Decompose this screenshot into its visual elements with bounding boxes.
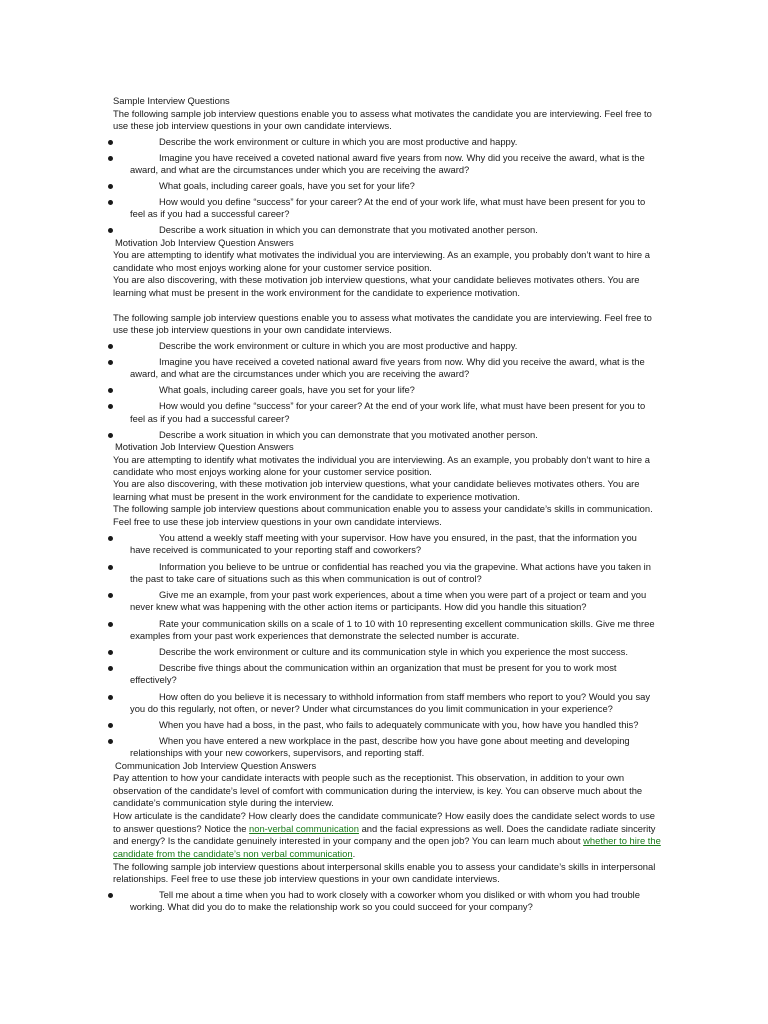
list-item-text: Information you believe to be untrue or confidential has reached you via the grapevine. What actions have you taken in — [159, 561, 651, 572]
text-line: Pay attention to how your candidate interacts with people such as the receptionist. This observation, in addition to your own — [113, 772, 625, 783]
text-line: The following sample job interview questions about interpersonal skills enable you to assess your candidate’s skills in interpersonal — [113, 861, 656, 872]
text-line: Communication Job Interview Question Answers — [115, 760, 317, 771]
text-line: The following sample job interview questions enable you to assess what motivates the candidate you are interviewing. Feel free to — [113, 312, 652, 323]
list-item-text: How would you define “success” for your career? At the end of your work life, what must have been present for you to — [159, 196, 646, 207]
hyperlink[interactable]: whether to hire the — [583, 835, 661, 846]
list-item-text: Describe five things about the communication within an organization that must be present for you to work most — [159, 662, 617, 673]
text-line: feel as if you had a successful career? — [130, 413, 290, 424]
bullet-icon — [108, 536, 113, 541]
text-line: learning what must be present in the work environment for the candidate to experience motivation. — [113, 287, 520, 298]
list-item-text: When you have entered a new workplace in the past, describe how you have gone about meeting and developing — [159, 735, 630, 746]
text-line — [113, 823, 656, 834]
text-line: Motivation Job Interview Question Answers — [115, 441, 294, 452]
text-line: award, and what are the circumstances under which you are receiving the award? — [130, 164, 470, 175]
text-line: use these job interview questions in your own candidate interviews. — [113, 120, 392, 131]
list-item-text: You attend a weekly staff meeting with your supervisor. How have you ensured, in the past, that the information you — [159, 532, 637, 543]
bullet-icon — [108, 184, 113, 189]
bullet-icon — [108, 360, 113, 365]
text-line: candidate’s communication style during the interview. — [113, 797, 334, 808]
text-line: observation of the candidate’s level of comfort with communication during the interview, is key. You can observe much about the — [113, 785, 643, 796]
text-segment: and the facial expressions as well. Does the candidate radiate sincerity — [358, 823, 656, 834]
hyperlink[interactable]: candidate from the candidate’s non verbal communication — [113, 848, 353, 859]
list-item-text: How often do you believe it is necessary to withhold information from staff members who report to you? Would you say — [159, 691, 651, 702]
bullet-icon — [108, 666, 113, 671]
text-line: How articulate is the candidate? How clearly does the candidate communicate? How easily does the candidate select words to use — [113, 810, 655, 821]
text-line: you do this regularly, not often, or never? Under what circumstances do you limit communication in your experience? — [130, 703, 613, 714]
bullet-icon — [108, 739, 113, 744]
list-item-text: Describe the work environment or culture and its communication style in which you experience the most success. — [159, 646, 628, 657]
list-item-text: Describe a work situation in which you can demonstrate that you motivated another person. — [159, 429, 538, 440]
text-segment: and energy? Is the candidate genuinely interested in your company and the open job? You can learn much about — [113, 835, 584, 846]
list-item-text: Rate your communication skills on a scale of 1 to 10 with 10 representing excellent communication skills. Give me three — [159, 618, 655, 629]
list-item-text: Tell me about a time when you had to work closely with a coworker whom you disliked or with whom you had trouble — [159, 889, 640, 900]
text-line: relationships with your new coworkers, supervisors, and reporting staff. — [130, 747, 425, 758]
bullet-icon — [108, 565, 113, 570]
text-line: The following sample job interview questions enable you to assess what motivates the candidate you are interviewing. Feel free to — [113, 108, 652, 119]
text-line — [113, 835, 661, 846]
text-line: the past to take care of situations such as this when communication is out of control? — [130, 573, 482, 584]
text-line: candidate who most enjoys working alone for your customer service position. — [113, 262, 432, 273]
text-line: Motivation Job Interview Question Answers — [115, 237, 294, 248]
list-item-text: Imagine you have received a coveted national award five years from now. Why did you receive the award, what is the — [159, 152, 645, 163]
text-segment: . — [352, 848, 356, 859]
bullet-icon — [108, 622, 113, 627]
text-line: examples from your past work experiences that demonstrate the selected number is accurate. — [130, 630, 520, 641]
text-line: You are attempting to identify what motivates the individual you are interviewing. As an example, you probably don’t want to hire a — [113, 249, 650, 260]
text-line: have received is communicated to your reporting staff and coworkers? — [130, 544, 422, 555]
text-line: learning what must be present in the work environment for the candidate to experience motivation. — [113, 491, 520, 502]
list-item-text: What goals, including career goals, have you set for your life? — [159, 384, 415, 395]
text-line: feel as if you had a successful career? — [130, 208, 290, 219]
list-item-text: What goals, including career goals, have you set for your life? — [159, 180, 415, 191]
text-line: Sample Interview Questions — [113, 95, 230, 106]
text-line: relationships. Feel free to use these job interview questions in your own candidate interviews. — [113, 873, 500, 884]
bullet-icon — [108, 433, 113, 438]
bullet-icon — [108, 228, 113, 233]
list-item-text: Imagine you have received a coveted national award five years from now. Why did you receive the award, what is the — [159, 356, 645, 367]
list-item-text: How would you define “success” for your career? At the end of your work life, what must have been present for you to — [159, 400, 646, 411]
bullet-icon — [108, 388, 113, 393]
bullet-icon — [108, 200, 113, 205]
list-item-text: Describe the work environment or culture in which you are most productive and happy. — [159, 340, 518, 351]
text-line: never knew what was happening with the other action items or participants. How did you handle this situation? — [130, 601, 587, 612]
bullet-icon — [108, 593, 113, 598]
text-line: effectively? — [130, 674, 177, 685]
bullet-icon — [108, 893, 113, 898]
list-item-text: Describe the work environment or culture in which you are most productive and happy. — [159, 136, 518, 147]
text-line: You are also discovering, with these motivation job interview questions, what your candidate believes motivates others. You are — [113, 478, 640, 489]
bullet-icon — [108, 404, 113, 409]
text-line: use these job interview questions in your own candidate interviews. — [113, 324, 392, 335]
bullet-icon — [108, 344, 113, 349]
text-line: working. What did you do to make the relationship work so you could succeed for your company? — [130, 901, 533, 912]
hyperlink[interactable]: non-verbal communication — [249, 823, 359, 834]
list-item-text: Give me an example, from your past work experiences, about a time when you were part of a project or team and you — [159, 589, 647, 600]
text-line: You are also discovering, with these motivation job interview questions, what your candidate believes motivates others. You are — [113, 274, 640, 285]
text-line: candidate who most enjoys working alone for your customer service position. — [113, 466, 432, 477]
list-item-text: When you have had a boss, in the past, who fails to adequately communicate with you, how have you handled this? — [159, 719, 639, 730]
text-line: The following sample job interview questions about communication enable you to assess your candidate’s skills in communication. — [113, 503, 653, 514]
bullet-icon — [108, 723, 113, 728]
bullet-icon — [108, 140, 113, 145]
bullet-icon — [108, 650, 113, 655]
text-segment: to answer questions? Notice the — [113, 823, 250, 834]
bullet-icon — [108, 156, 113, 161]
text-line: Feel free to use these job interview questions in your own candidate interviews. — [113, 516, 442, 527]
text-line — [113, 848, 355, 859]
text-line: You are attempting to identify what motivates the individual you are interviewing. As an example, you probably don’t want to hire a — [113, 454, 650, 465]
text-line: award, and what are the circumstances under which you are receiving the award? — [130, 368, 470, 379]
list-item-text: Describe a work situation in which you can demonstrate that you motivated another person. — [159, 224, 538, 235]
bullet-icon — [108, 695, 113, 700]
